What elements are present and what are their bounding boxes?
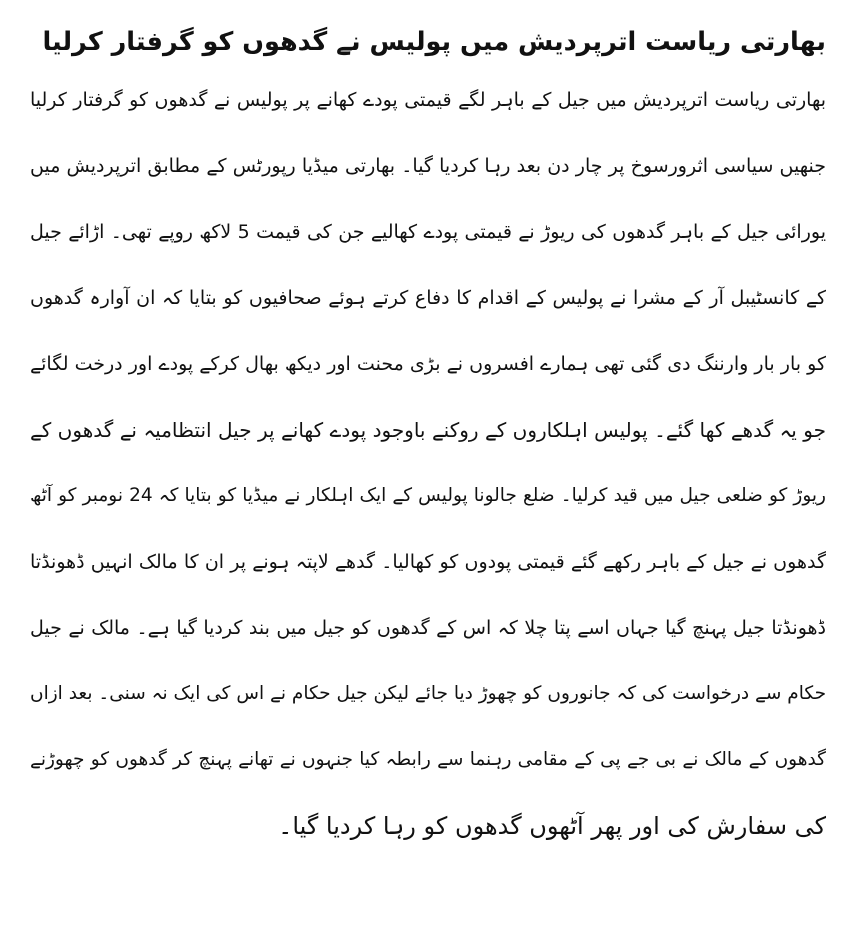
article-headline: بھارتی ریاست اترپردیش میں پولیس نے گدھوں کو گرفتار کرلیا: [42, 27, 826, 57]
article-line: ڈھونڈتا جیل پہنچ گیا جہاں اسے پتا چلا کہ اس کے گدھوں کو جیل میں بند کردیا گیا ہے۔ مالک نے جیل: [30, 617, 826, 639]
article-line: ریوڑ کو ضلعی جیل میں قید کرلیا۔ ضلع جالونا پولیس کے ایک اہلکار نے میڈیا کو بتایا کہ 24 نومبر کو آٹھ: [30, 485, 826, 506]
article-line: یورائی جیل کے باہر گدھوں کی ریوڑ نے قیمتی پودے کھالیے جن کی قیمت 5 لاکھ روپے تھی۔ اڑائے جیل: [30, 221, 826, 243]
article-line: گدھوں کے مالک نے بی جے پی کے مقامی رہنما سے رابطہ کیا جنہوں نے تھانے پہنچ کر گدھوں کو چھوڑنے: [30, 749, 826, 770]
article-line: بھارتی ریاست اترپردیش میں جیل کے باہر لگے قیمتی پودے کھانے پر پولیس نے گدھوں کو گرفتار کرلیا: [30, 89, 826, 111]
article-body: [30, 80, 826, 872]
article-line: جنھیں سیاسی اثرورسوخ پر چار دن بعد رہا کردیا گیا۔ بھارتی میڈیا رپورٹس کے مطابق اترپردیش میں: [30, 155, 826, 177]
article-line: گدھوں نے جیل کے باہر رکھے گئے قیمتی پودوں کو کھالیا۔ گدھے لاپتہ ہونے پر ان کا مالک انہیں ڈھونڈتا: [30, 551, 826, 573]
article-line: جو یہ گدھے کھا گئے۔ پولیس اہلکاروں کے روکنے باوجود پودے کھانے پر جیل انتظامیہ نے گدھوں کے: [30, 418, 826, 442]
article-line: کے کانسٹیبل آر کے مشرا نے پولیس کے اقدام کا دفاع کرتے ہوئے صحافیوں کو بتایا کہ ان آوارہ گدھوں: [30, 287, 826, 309]
article-line-last: کی سفارش کی اور پھر آٹھوں گدھوں کو رہا کردیا گیا۔: [278, 812, 826, 840]
article-line: کو بار بار وارننگ دی گئی تھی ہمارے افسروں نے بڑی محنت اور دیکھ بھال کرکے پودے اور درخت لگائے: [30, 353, 826, 375]
article-line: حکام سے درخواست کی کہ جانوروں کو چھوڑ دیا جائے لیکن جیل حکام نے اس کی ایک نہ سنی۔ بعد ازاں: [30, 683, 826, 704]
